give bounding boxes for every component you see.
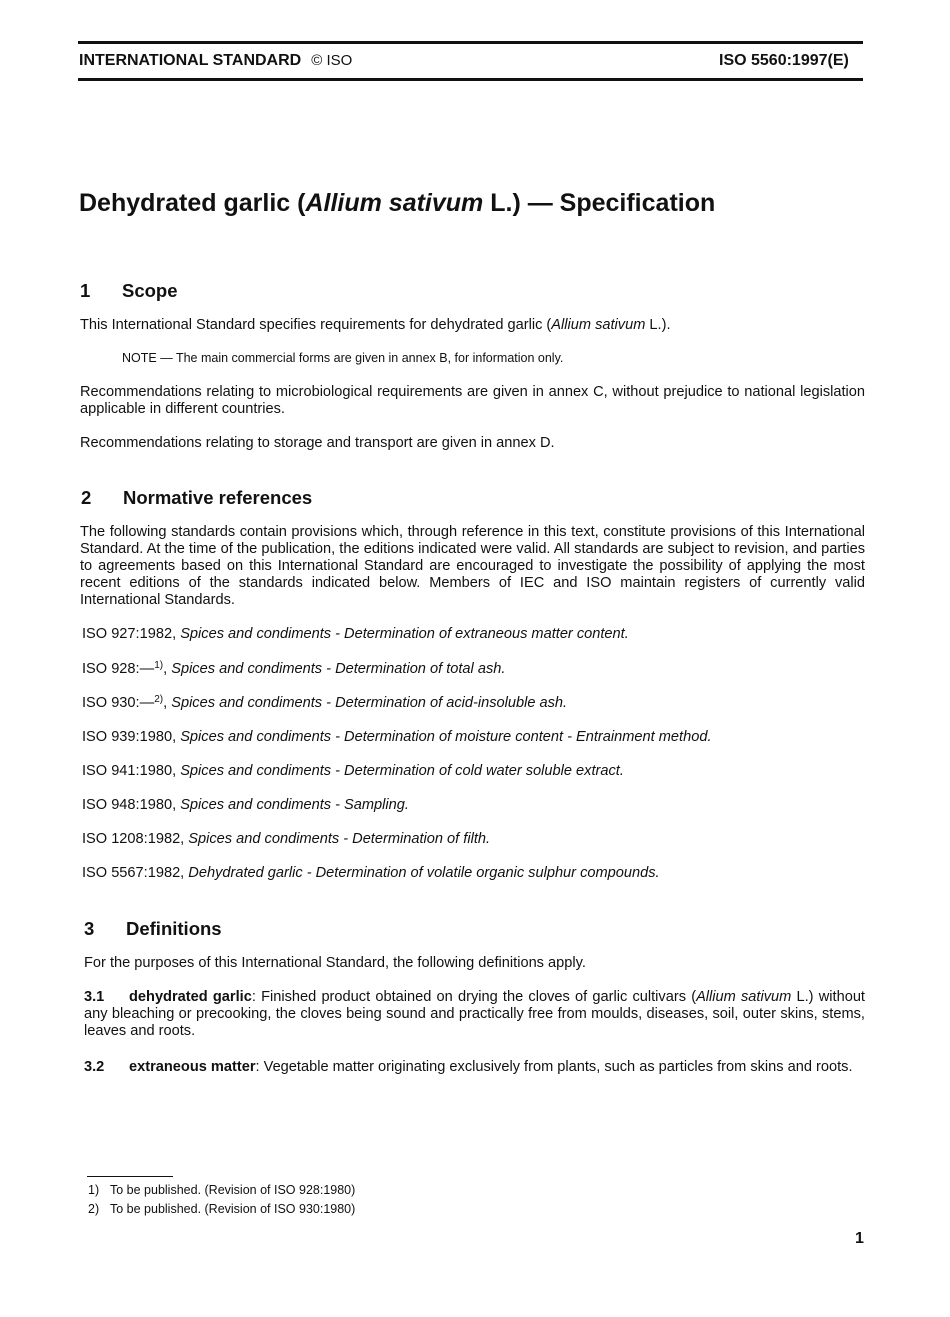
- reference-item: ISO 1208:1982, Spices and condiments - Determination of filth.: [82, 831, 491, 847]
- definition-3-1: 3.1 dehydrated garlic: Finished product obtained on drying the cloves of garlic cultivars (Allium sativum L.) without any bleaching or precooking, the cloves being sound and practically free from moulds, diseases, soil, outer skins, stems, leaves and roots.: [84, 989, 865, 1039]
- footnote-1: 1) To be published. (Revision of ISO 928:1980): [88, 1183, 356, 1197]
- scope-paragraph-3: Recommendations relating to storage and transport are given in annex D.: [80, 435, 555, 451]
- reference-item: ISO 930:—$^{2)}$, Spices and condiments - Determination of acid-insoluble ash.: [82, 694, 568, 711]
- page-number: 1: [855, 1230, 864, 1247]
- section-1-heading: 1 Scope: [80, 280, 178, 301]
- document-title: Dehydrated garlic (Allium sativum L.) — Specification: [79, 189, 716, 217]
- section-2-heading: 2 Normative references: [81, 487, 313, 508]
- reference-item: ISO 948:1980, Spices and condiments - Sampling.: [82, 797, 409, 813]
- reference-item: ISO 5567:1982, Dehydrated garlic - Determination of volatile organic sulphur compounds.: [82, 865, 660, 881]
- header-doc-number: ISO 5560:1997(E): [719, 52, 849, 69]
- header-copyright: © ISO: [311, 52, 353, 69]
- header-left: [79, 52, 352, 70]
- definition-3-2: 3.2 extraneous matter: Vegetable matter originating exclusively from plants, such as particles from skins and roots.: [84, 1059, 853, 1075]
- scope-paragraph-1: This International Standard specifies requirements for dehydrated garlic (Allium sativum L.).: [80, 317, 671, 333]
- header-bottom-rule: [78, 78, 863, 81]
- reference-item: ISO 927:1982, Spices and condiments - Determination of extraneous matter content.: [82, 626, 629, 642]
- reference-item: ISO 928:—$^{1)}$, Spices and condiments - Determination of total ash.: [82, 660, 506, 677]
- section-3-heading: 3 Definitions: [84, 918, 222, 939]
- footnote-separator: [87, 1176, 173, 1177]
- footnote-2: 2) To be published. (Revision of ISO 930:1980): [88, 1202, 356, 1216]
- header-standard-label: INTERNATIONAL STANDARD: [79, 52, 302, 69]
- reference-item: ISO 941:1980, Spices and condiments - Determination of cold water soluble extract.: [82, 763, 624, 779]
- reference-item: ISO 939:1980, Spices and condiments - Determination of moisture content - Entrainment method.: [82, 729, 712, 745]
- normative-references-intro: The following standards contain provisions which, through reference in this text, constitute provisions of this International Standard. At the time of the publication, the editions indicated were valid. All standards are subject to revision, and parties to agreements based on this International Standard are encouraged to investigate the possibility of applying the most recent editions of the standards indicated below. Members of IEC and ISO maintain registers of currently valid International Standards.: [80, 524, 865, 608]
- scope-note: NOTE — The main commercial forms are given in annex B, for information only.: [122, 351, 564, 365]
- header-top-rule: [78, 41, 863, 44]
- scope-paragraph-2: Recommendations relating to microbiological requirements are given in annex C, without prejudice to national legislation applicable in different countries.: [80, 384, 865, 417]
- definitions-intro: For the purposes of this International Standard, the following definitions apply.: [84, 955, 586, 971]
